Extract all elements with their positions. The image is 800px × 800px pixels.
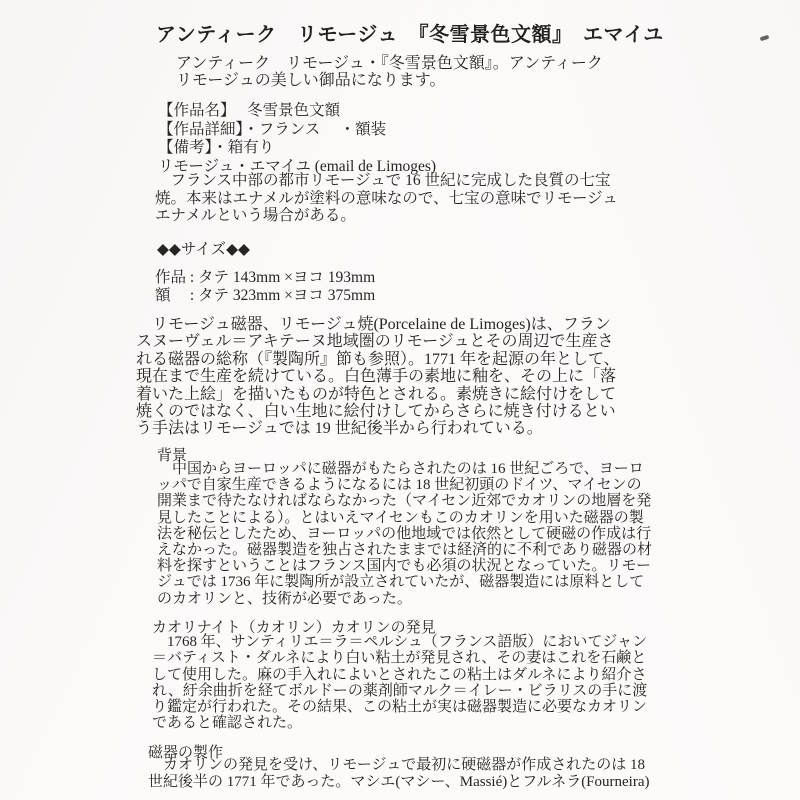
text-line: 見したことによる）。とはいえマイセンもこのカオリンを用いた磁器の製 [157,509,644,526]
text-line: う手法はリモージュでは 19 世紀後半から行われている。 [136,420,543,438]
item-spec-list [158,102,436,176]
text-line: ジュでは 1736 年に製陶所が設立されていたが、磁器製造には原料として [157,574,645,591]
text-line: フランス中部の都市リモージュで 16 世紀に完成した良質の七宝 [155,172,611,189]
text-line: エナメルという場合がある。 [155,207,356,225]
size-dimension-lines [155,269,375,305]
enamel-description-paragraph [155,172,618,225]
text-line: 現在まで生産を続けている。白色薄手の素地に釉を、その上に「落 [136,368,617,386]
text-line: 作品 : タテ 143mm ×ヨコ 193mm [155,269,376,286]
background-section-paragraph [157,461,652,607]
text-line: リモージュ磁器、リモージュ焼(Porcelaine de Limoges)は、フラン [136,316,611,333]
text-line: 焼。本来はエナメルが塗料の意味なので、七宝の意味でリモージュ [155,189,618,207]
text-line: 料を探すということはフランス国内でも必須の状況となっていた。リモー [157,558,651,575]
intro-paragraph [176,55,603,89]
text-line: 世紀後半の 1771 年であった。マシエ(マシー、Massié)とフルネラ(Fourneira) [148,773,650,790]
kaolin-section-paragraph [152,634,647,732]
text-line: カオリンの発見を受け、リモージュで最初に硬磁器が作成されたのは 18 [148,757,645,773]
text-line: り鑑定が行われた。その結果、この粘土が実は磁器製造に必要なカオリン [152,699,648,716]
text-line: 【備考】・箱有り [158,139,275,157]
text-line: リモージュ・エマイユ (email de Limoges) [158,157,437,175]
text-line: のカオリンと、技術が必要であった。 [157,590,412,607]
text-line: えなかった。磁器製造を独占されたままでは経済的に不利であり磁器の材 [157,542,653,559]
text-line: ＝バティスト・ダルネにより白い粘土が発見され、その妻はこれを石鹸と [152,650,647,667]
page-title: アンティーク リモージュ 『冬雪景色文額』 エマイユ [156,24,664,46]
text-line: 開業まで待たなければならなかった（マイセン近郊でカオリンの地層を発 [157,493,652,510]
size-section-header: ◆◆サイズ◆◆ [157,241,250,258]
text-line: であると確認された。 [152,715,303,732]
porcelain-overview-paragraph [136,316,620,438]
text-line: リモージュの美しい御品になります。 [176,72,446,89]
text-line: 1768 年、サンティリエ＝ラ＝ペルシュ（フランス語版）においてジャン [152,634,648,650]
text-line: 焼くのではなく、白い生地に絵付けしてからさらに焼き付けるとい [136,403,616,421]
background-section-heading: 背景 [157,448,188,464]
production-section-heading: 磁器の製作 [148,745,224,761]
text-line: 着いた上絵」を描いたものが特色とされる。素焼きに絵付けをして [136,385,617,403]
text-line: スヌーヴェル＝アキテーヌ地域圏のリモージュとその周辺で生産さ [136,333,614,351]
text-line: 中国からヨーロッパに磁器がもたらされたのは 16 世紀ごろで、ヨーロ [157,461,644,477]
text-line: 額 : タテ 323mm ×ヨコ 375mm [155,287,376,304]
text-line: して使用した。麻の手入れによいとされたこの粘土はダルネにより紹介さ [152,666,647,683]
production-section-paragraph [148,757,650,790]
text-line: ッパで自家生産できるようになるには 18 世紀初頭のドイツ、マイセンの [157,477,642,494]
text-line: 【作品詳細】・フランス ・額装 [158,120,387,138]
text-line: 【作品名】 冬雪景色文額 [158,102,341,119]
kaolin-section-heading: カオリナイト（カオリン）カオリンの発見 [152,620,436,636]
text-line: れ、紆余曲折を経てボルドーの薬剤師マルク＝イレー・ビラリスの手に渡 [152,682,648,699]
scan-speck-mark [760,35,770,42]
text-line: れる磁器の総称（『製陶所』節も参照）。1771 年を起源の年として、 [136,350,620,368]
text-line: アンティーク リモージュ・『冬雪景色文額』。アンティーク [176,55,603,72]
text-line: 法を秘伝としたため、ヨーロッパの他地域では依然として硬磁の作成は行 [157,525,652,542]
